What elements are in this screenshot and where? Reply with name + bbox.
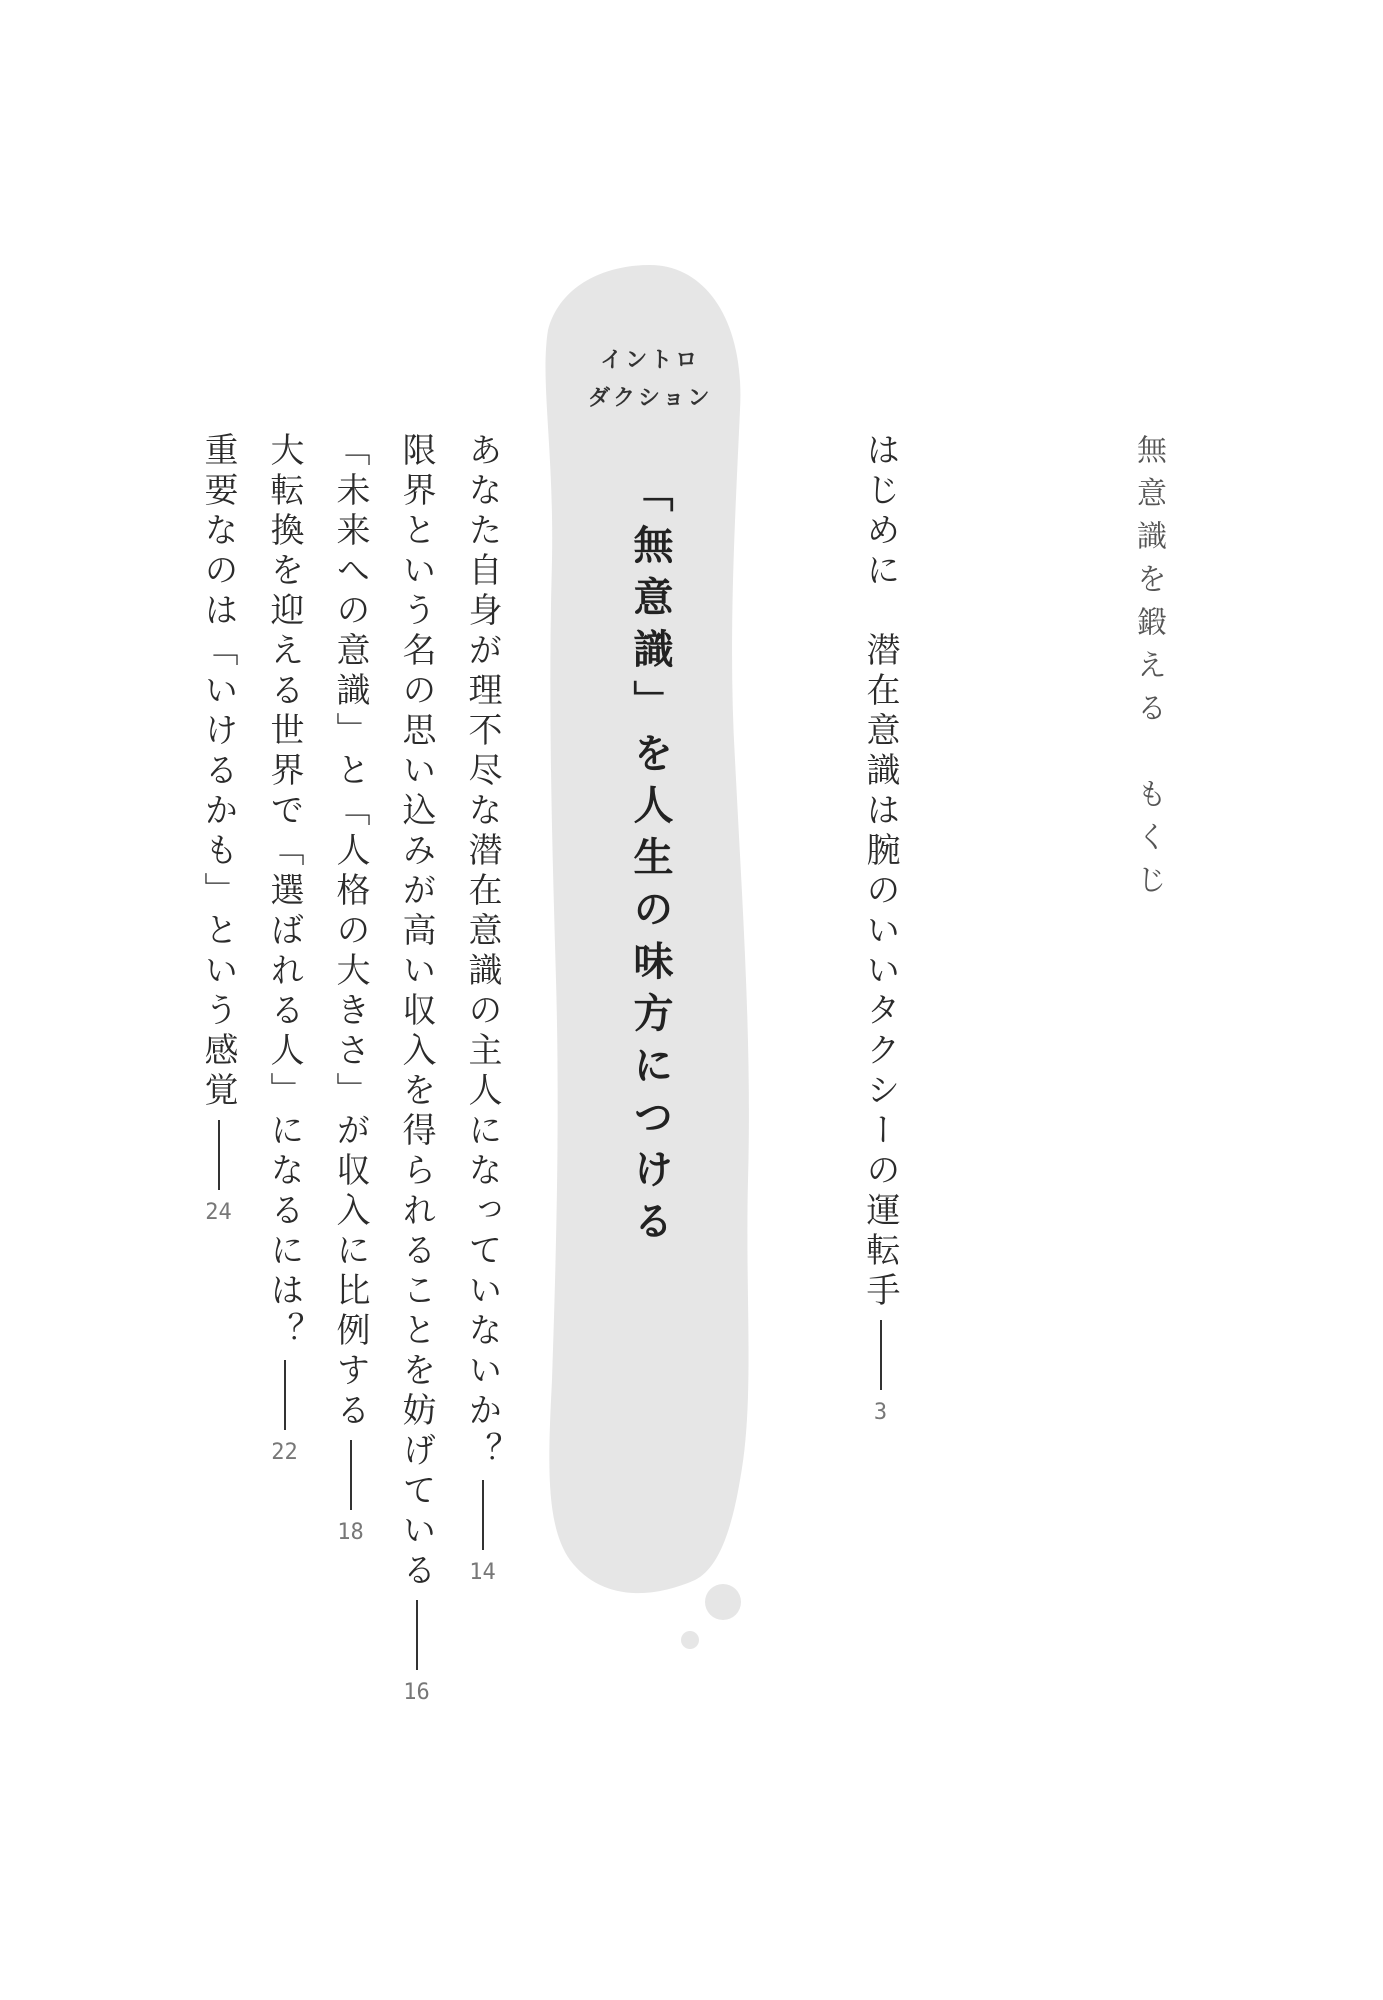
toc-item-page: 14 bbox=[469, 1560, 496, 1585]
toc-item-title: 限界という名の思い込みが高い収入を得られることを妨げている bbox=[396, 432, 436, 1592]
toc-item-page: 22 bbox=[271, 1440, 298, 1465]
leader-dash bbox=[482, 1480, 484, 1550]
blob-drop-small bbox=[681, 1631, 699, 1649]
intro-title: はじめに 潜在意識は腕のいいタクシーの運転手 bbox=[860, 432, 900, 1312]
leader-dash bbox=[284, 1360, 286, 1430]
chapter-label bbox=[588, 342, 713, 418]
toc-item-title: 「未来への意識」と「人格の大きさ」が収入に比例する bbox=[330, 432, 370, 1432]
book-title: 無意識を鍛える もくじ bbox=[1131, 434, 1166, 907]
chapter-label-line1: イントロ bbox=[600, 348, 701, 373]
intro-page: 3 bbox=[873, 1400, 888, 1425]
toc-item-page: 18 bbox=[337, 1520, 364, 1545]
toc-item-title: 大転換を迎える世界で「選ばれる人」になるには？ bbox=[264, 432, 304, 1352]
toc-item-title: あなた自身が理不尽な潜在意識の主人になっていないか？ bbox=[462, 432, 502, 1472]
leader-dash bbox=[350, 1440, 352, 1510]
toc-item[interactable] bbox=[326, 432, 375, 1545]
chapter-title: 「無意識」を人生の味方につける bbox=[627, 472, 673, 1252]
leader-dash bbox=[880, 1320, 882, 1390]
toc-item[interactable] bbox=[260, 432, 309, 1465]
blob-drop-large bbox=[705, 1584, 741, 1620]
toc-item[interactable] bbox=[392, 432, 441, 1705]
leader-dash bbox=[416, 1600, 418, 1670]
toc-item-page: 16 bbox=[403, 1680, 430, 1705]
toc-intro[interactable] bbox=[856, 432, 905, 1425]
toc-item-page: 24 bbox=[205, 1200, 232, 1225]
toc-item-title: 重要なのは「いけるかも」という感覚 bbox=[198, 432, 238, 1112]
chapter-label-line2: ダクション bbox=[588, 386, 713, 411]
toc-item[interactable] bbox=[194, 432, 243, 1225]
toc-item[interactable] bbox=[458, 432, 507, 1585]
leader-dash bbox=[218, 1120, 220, 1190]
